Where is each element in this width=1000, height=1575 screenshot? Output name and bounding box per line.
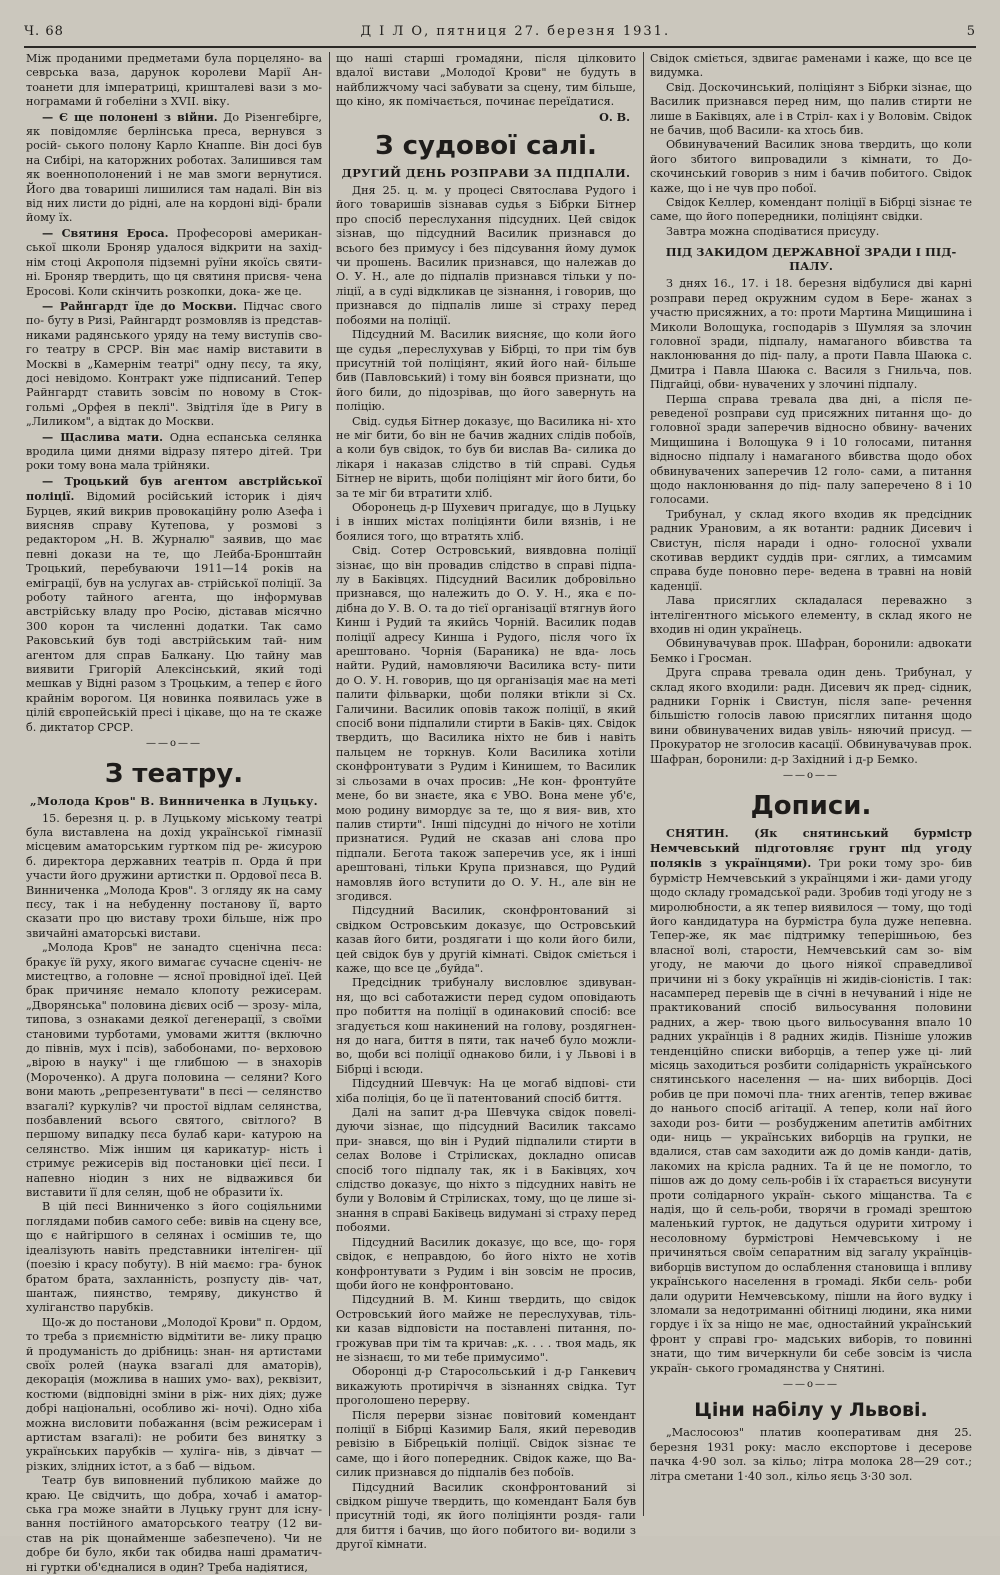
section-title-correspondence: Дописи. <box>750 790 872 821</box>
article-text: Підсудний Василик доказує, що все, що- горя свідок, є неправдою, бо його ніхто не хотів конфронтувати з Рудим і він зовсім не просив, щоби його не конфронтовано. <box>336 1235 636 1292</box>
section-title-court: З судової салі. <box>375 131 597 162</box>
article-text: 15. березня ц. р. в Луцькому міському театрі була виставлена на дохід української гімназії місцевим аматорським гуртком під ре- жисурою б. директора державних театрів п. Орда й при участи його дружини артистки п. Ордової пєса В. Винниченка „Молода Кров". З огляду як на саму пєсу, так і на небуденну постанову її, варто сказати про цю виставу трохи більше, ніж про звичайні аматорські вистави. <box>26 811 322 940</box>
article-text: Три роки тому зро- бив бурмістр Немчевський з українцями і жи- дами угоду щодо складу громадської ради. Зробив тоді угоду не з миролюбности, а як тепер виявилося — тому, що тоді його кандидатура на бурмістра була дуже непевна. Тепер-же, як має підтримку теперішньою, без власної волі, старости, Немчевський сам зо- вім угоду, не маючи до цього ніякої справедливої причини ні з боку українців ні жидів-сіоністів. І так: насамперед перевів ще в січні в нечуваний і ніде не практикований спосіб вильосування половини радних, а жер- твою цього вильосування впало 10 радних українців і 8 радних жидів. Пізніше уложив тенденційно списки виборців, а тепер уже ці- лий місяць заходиться розбити солідарність українського снятинського населення — на- ших виборців. Досі робив це при помочі пла- тних агентів, тепер вживає до нанього спосіб агітації. А тепер, коли наї його заходи роз- бити — розбудженим апетитів амбітних оди- ниць — українських виборців на групки, не вдалися, став сам заходити аж до домів канди- датів, лакомих на крісла радних. Та й це не помогло, то пішов аж до дому сель-робів і їх старається висунути проти солідарного україн- ського міщанства. Та є надія, що й сель-роби, творячи в громаді зрештою маленький гурток, не дадуться одурити хитрому і несоловному бурмістрові Немчевському і не причиняться своїм сепаратним від загалу українців-виборців виступом до ослаблення становища і впливу українського населення в громаді. Якби сель- роби дали одурити Немчевському, пішли на його вудку і зломали за недотриманні обітниці людини, яка ними гордує і їх за ніщо не має, одностайний український фронт у справі гро- мадських виборів, то повинні знати, що тим вичеркнули би себе зовсім із числа україн- ського громадянства у Снятині. <box>650 857 973 1375</box>
article-text: Далі на запит д-ра Шевчука свідок повелі- дуючи зізнає, що підсудний Василик таксамо при- знався, що він і Рудий підпалили стирти в селах Волове і Стрілисках, докладно описав спосіб того підпалу так, як і в Баківцях, хоч слідство доказує, що ніхто з підсудних навіть не були у Воловім й Стрілисках, тому, що це лише зі- знання в справі Баківець видумані зі страху перед побоями. <box>336 1106 636 1235</box>
separator: ——o—— <box>782 770 840 782</box>
article-text: що наші старші громадяни, після цілковито вдалої вистави „Молодої Крови" не будуть в найближчому часі забувати за сцену, тим більше, що кіно, як помічається, починає переїдатися. <box>336 52 636 109</box>
article-text: З днях 16., 17. і 18. березня відбулися дві карні розправи перед окружним судом в Бере- жанах з участю присяжних, а то: проти Мартина Мищишина і Миколи Волощука, господарів з Шумляя за злочин головної зради, підпалу, намаганого вбивства та наклонювання до під- палу, а проти Павла Шаюка с. Дмитра і Павла Шаюка с. Василя з Гнильча, пов. Підгайці, обви- нувачених у злочині підпалу. <box>650 277 972 392</box>
separator: ——o—— <box>145 738 203 750</box>
article-text: Після перерви зізнає повітовий комендант поліції в Бібрці Казимир Баля, який переводив ревізію в Бібрецькій поліції. Свідок зізнає те саме, що і його попередник. Свідок каже, що Ва- силик признався до підпалів без побоїв. <box>336 1408 636 1480</box>
separator: ——o—— <box>782 1378 840 1390</box>
article-text: Підчас свого по- буту в Ризі, Райнгардт розмовляв із представ- никами радянського уряду на тему виступів сво- го театру в СРСР. Він має намір виставити в Москві в „Камернім театрі" одну пєсу, та яку, досі невідомо. Контракт уже підписаний. Тепер Райнгардт ставить зовсім по новому в Сток- гольмі „Орфея в пеклі". Звідтіля їде в Ригу в „Лиликом", а відтак до Москви. <box>26 299 322 429</box>
section-title-prices: Ціни набілу у Львові. <box>694 1399 928 1422</box>
column-3 <box>650 52 972 1516</box>
article-text: Завтра можна сподіватися присуду. <box>666 224 880 238</box>
article-text: Обвинувачував прок. Шафран, боронили: адвокати Бемко і Гросман. <box>650 637 972 665</box>
news-item <box>650 826 972 1376</box>
article-text: Трибунал, у склад якого входив як предсідник радник Урановим, а як вотанти: радник Дисевич і Свистун, після наради і одно- голосної ухвали скотивав вердикт суддів при- сяглих, а тимсамим справа буде поновно пере- ведена в травні на новій каденції. <box>650 507 972 593</box>
article-text: Театр був виповнений публикою майже до краю. Це свідчить, що добра, хочаб і аматор- ська гра може знайти в Луцьку грунт для існу- вання постійного аматорського театру (12 ви- став на рік щонайменше забезпечено). Чи не добре би було, якби так обидва наші драматич- ні гуртки об'єдналися в один? Треба надіятися, <box>26 1474 322 1574</box>
article-text: Свід. судья Бітнер доказує, що Василика ні- хто не міг бити, бо він не бачив жадних слідів побоїв, а коли був свідок, то був би вислав Ва- силика до лікаря і наказав слідство в тій справі. Судья Бітнер не вірить, щоби поліціянт міг його бити, бо за те міг би втратити хліб. <box>336 414 636 500</box>
news-headline: — Райнгардт їде до Москви. <box>42 298 237 313</box>
article-subtitle: „Молода Кров" В. Винниченка в Луцьку. <box>30 793 318 808</box>
article-text: Підсудний Василик сконфронтований зі свідком рішуче твердить, що комендант Баля був присутній тоді, як його поліціянти роздя- гали для биття і бачив, що його побитого ви- водили з другої кімнати. <box>336 1480 636 1552</box>
article-text: Свід. Сотер Островський, виявдовна поліції зізнає, що він провадив слідство в справі підпа- лу в Баківцях. Підсудний Василик добровільно признався, що належить до О. У. Н., яка є по- дібна до У. В. О. та до тієї організації втягнув його Кинш і Рудий та якийсь Чорній. Василик подав поліції адресу Кинша і Рудого, після чого їх арештовано. Чорнія (Бараника) не вда- лось найти. Рудий, намовляючи Василика всту- пити до О. У. Н. говорив, що ця організація має на меті палити фільварки, щоби поляки втікли зі Сх. Галичини. Василик оповів також поліції, в який спосіб вони підпалили стирти в Баків- цях. Свідок твердить, що Василика ніхто не бив і навіть пальцем не торкнув. Коли Василика хотіли сконфронтувати з Рудим і Кинишем, то Василик зі сльозами в очах просив: „Не кон- фронтуйте мене, бо ви знаєте, яка є УВО. Вона мене уб'є, мою родину вимордує за те, що я вия- вив, хто палив стирти". Інші підсудні до нічого не хотіли признатися. Рудий не сказав ані слова про підпали. Бегота також заперечив усе, як і інші арештовані, тільки Крупа признався, що Рудий намовляв його вступити до О. У. Н., але він не згодився. <box>336 544 636 903</box>
column-divider <box>643 52 644 1516</box>
article-text: Лава присяглих складалася переважно з інтелігентного міського елементу, в склад якого не входив ні один українець. <box>650 594 972 637</box>
article-text: Оборонець д-р Шухевич пригадує, що в Луцьку і в інших містах поліціянти били вязнів, і не боялися того, що втратять хліб. <box>336 500 636 543</box>
article-text: Підсудний Шевчук: На це могаб відпові- сти хіба поліція, бо це їі патентований спосіб биття. <box>336 1077 636 1105</box>
news-item <box>26 430 322 474</box>
masthead-rule <box>24 46 976 48</box>
issue-number: Ч. 68 <box>24 23 64 39</box>
author-signature: О. В. <box>599 109 630 124</box>
article-text: Предсідник трибуналу висловлює здивуван- ня, що всі саботажисти перед судом оповідають про побиття на поліції в одинаковий спосіб: все згадується кош накинений на голову, роздягнен- ня до нага, биття в пяти, так начеб було можли- во, щоби всі поліції однаково били, і у Львові і в Бібрці і всюди. <box>336 976 636 1076</box>
column-divider <box>329 52 330 1516</box>
article-text: Свідок сміється, здвигає раменами і каже, що все це видумка. <box>650 52 972 80</box>
section-title-theatre: З театру. <box>104 758 244 789</box>
article-text: Між проданими предметами була порцеляно- ва севрська ваза, дарунок королеви Марії Ан- тоанети для імператриці, кришталеві вази з мо- нограмами й гобеліни з XVII. віку. <box>26 52 322 109</box>
column-1 <box>26 52 322 1574</box>
article-text: Відомий російський історик і діяч Бурцев, який викрив провокаційну ролю Азефа і виясняв справу Кутепова, у розмові з редактором „Н. В. Журналю" заявив, що має певні докази на те, що Лейба-Бронштайн Троцький, перебуваючи 1911—14 років на еміграції, був на услугах ав- стрійської поліції. За роботу тайного агента, що інформував австрійську владу про Росію, діставав місячно 300 корон та численні додатки. Так само Раковський був тоді австрійським тай- ним агентом для справ Балкану. Цю тайну мав виявити Григорій Алексінський, який тоді мешкав у Відні разом з Троцьким, а тепер є його крайнім ворогом. Ця новинка появилась уже в цілій європейській пресі і цікаве, що на те скаже б. диктатор СРСР. <box>26 490 322 734</box>
news-headline: — Є ще полонені з війни. <box>42 109 218 124</box>
article-text: Підсудний Василик, сконфронтований зі свідком Островським доказує, що Островський казав його бити, роздягати і що коли його били, цей свідок був у другій кімнаті. Свідок сміється і каже, що все це „буйда". <box>336 904 636 975</box>
news-item <box>26 110 322 226</box>
article-text: До Різенгебірге, як повідомляє берлінська преса, вернувся з росій- ського полону Карло Кнаппе. Він досі був на Сибірі, на каторжних роботах. Залишився там як военнополонений і не мав змоги вернутися. Його два товариші лишилися там надалі. Він віз від них листи до рідні, але на кордоні віді- брали йому їх. <box>26 110 322 225</box>
article-text: Свід. Доскочинський, поліціянт з Бібрки зізнає, що Василик признався перед ним, що палив стирти не лише в Баківцях, але і в Стріл- ках і у Воловім. Свідок не бачив, щоб Васили- ка хтось бив. <box>650 80 972 138</box>
article-text: Оборонці д-р Старосольський і д-р Ганкевич викажують протиріччя в зізнаннях свідка. Тут проголошено перерву. <box>336 1365 636 1408</box>
news-headline: — Троцький був агентом австрійської поліції. <box>26 473 322 504</box>
article-text: „Маслосоюз" платив кооперативам дня 25. березня 1931 року: масло експортове і десерове пачка 4·90 зол. за кільо; літра молока 28—29 сот.; літра сметани 1·40 зол., кільо яєць 3·30 зол. <box>650 1426 972 1483</box>
news-item <box>26 474 322 735</box>
article-text: Що-ж до постанови „Молодої Крови" п. Ордом, то треба з приємністю відмітити ве- лику працю й продуманість до дрібниць: знан- ня артистами своїх ролей (наука взагалі для аматорів), декорація (можлива в наших умо- вах), реквізит, костюми (відповідні зміни в ріж- них діях; дуже добрі національні, особливо жі- ночі). Одно хіба можна висловити побажання (всім режисерам і артистам взагалі): не робити без винятку з українських парубків — хуліга- нів, з дівчат — різких, злідних істот, а з баб — відьом. <box>26 1315 322 1473</box>
article-text: Підсудний В. М. Кинш твердить, що свідок Островський його майже не переслухував, тіль- ки казав відповісти на поставлені питання, по- грожував при тім та кричав: „к. . . . твоя мадь, як не зізнаєш, то ми тебе примусимо". <box>336 1293 636 1364</box>
article-text: Перша справа тревала два дні, а після пе- реведеної розправи суд присяжних питання що- до головної зради заперечив відносно обвину- вачених Мищишина і Волощука 9 і 10 голосами, питання відносно підпалу і намаганого вбивства щодо обох обвинувачених заперечив 12 голо- сами, а питання щодо наклонювання до під- палу заперечено 8 і 10 голосами. <box>650 392 972 507</box>
news-item <box>26 299 322 430</box>
column-2 <box>336 52 636 1552</box>
article-headline: ПІД ЗАКИДОМ ДЕРЖАВНОЇ ЗРАДИ І ПІД- ПАЛУ. <box>665 245 957 274</box>
masthead <box>24 18 976 44</box>
article-text: В цій пєсі Винниченко з його соціяльними поглядами побив самого себе: вивів на сцену все, що є найгіршого в селянах і осмішив те, що ідеалізують навіть представники інтеліген- ції (поезію і красу побуту). В ній маємо: гра- бунок братом брата, захланність, розпусту дів- чат, шантаж, пиянство, темряву, дикунство й хуліганство парубків. <box>26 1200 322 1315</box>
news-headline: — Святиня Ероса. <box>42 225 169 240</box>
article-text: Свідок Келлер, комендант поліції в Бібрці зізнає те саме, що його попередники, поліціянт свідки. <box>650 196 972 224</box>
article-text: „Молода Кров" не занадто сценічна пєса: бракує їй руху, якого вимагає сучасне сценіч- не мистецтво, а головне — ясної провідної ідеї. Цей брак причиняє немало клопоту режисерам. „Дворянська" половина дієвих осіб — зрозу- міла, типова, з ознаками деякої дегенерації, з своїми становими турботами, умовами життя (включно до півнів, мух і псів), забобонами, по- верховою „вірою в науку" і ще глибшою — в знахорів (Мороченко). А друга половина — селяни? Кого вони мають „репрезентувати" в пєсі — селянство взагалі? куркулів? чи простої відлам селянства, позбавлений всього святого, світлого? В першому випадку пєса булаб кари- катурою на селянство. Між іншим ця карикатур- ність і стримує режисерів від постановки цієї пєси. І напевно ніодин з них не відважився би виставити її для селян, щоб не образити їх. <box>26 941 322 1200</box>
news-headline: СНЯТИН. (Як снятинський бурмістр Немчевський підготовляє грунт під угоду поляків з українцями). <box>650 825 972 871</box>
masthead-title-date: Д І Л О, пятниця 27. березня 1931. <box>360 23 671 39</box>
article-text: Підсудний М. Василик виясняє, що коли його ще судья „переслухував у Бібрці, то при тім був присутній той поліціянт, який його най- більше бив (Павловський) і тому він боявся признати, що його били, до підозрівав, що його завернуть на поліцію. <box>336 328 636 414</box>
article-text: Дня 25. ц. м. у процесі Святослава Рудого і його товаришів зізнавав судья з Бібрки Бітнер про спосіб переслухання підсудних. Цей свідок зізнав, що підсудний Василик признався до всього без примусу і без підсування йому думок чи прошень. Василик признався, що належав до О. У. Н., але до підпалів признався тільки у по- ліції, а в суді відкликав це зізнання, і говорив, що признався до підпалів лише зі страху перед побоями на поліції. <box>336 184 636 327</box>
news-headline: — Щаслива мати. <box>42 429 164 444</box>
article-text: Одна еспанська селянка вродила цими днями відразу пятеро дітей. Три роки тому вона мала трійняки. <box>26 430 322 473</box>
article-text: Друга справа тревала один день. Трибунал, у склад якого входили: радн. Дисевич як пред- сідник, радники Горнік і Свистун, після запе- речення більшістю голосів лавою присяглих питання щодо вини обвинувачених видав увіль- няючий присуд. — Прокуратор не зголосив касації. Обвинувачував прок. Шафран, боронили: д-р Західний і д-р Бемко. <box>650 666 972 766</box>
news-item <box>26 226 322 299</box>
article-text: Обвинувачений Василик знова твердить, що коли його збитого випровадили з кімнати, то До- скочинський говорив з ним і бачив побитого. Свідок каже, що і не чув про побої. <box>650 138 972 195</box>
article-text: Професорові американ- ської школи Броняр удалося відкрити на захід- нім стоці Акрополя підземні руїни якоїсь святи- ні. Броняр твердить, що ця святиня присвя- чена Еросові. Коли скінчить розкопки, дока- же це. <box>26 226 322 298</box>
page-number: 5 <box>966 23 976 39</box>
article-subtitle: ДРУГИЙ ДЕНЬ РОЗПРАВИ ЗА ПІДПАЛИ. <box>341 166 631 181</box>
